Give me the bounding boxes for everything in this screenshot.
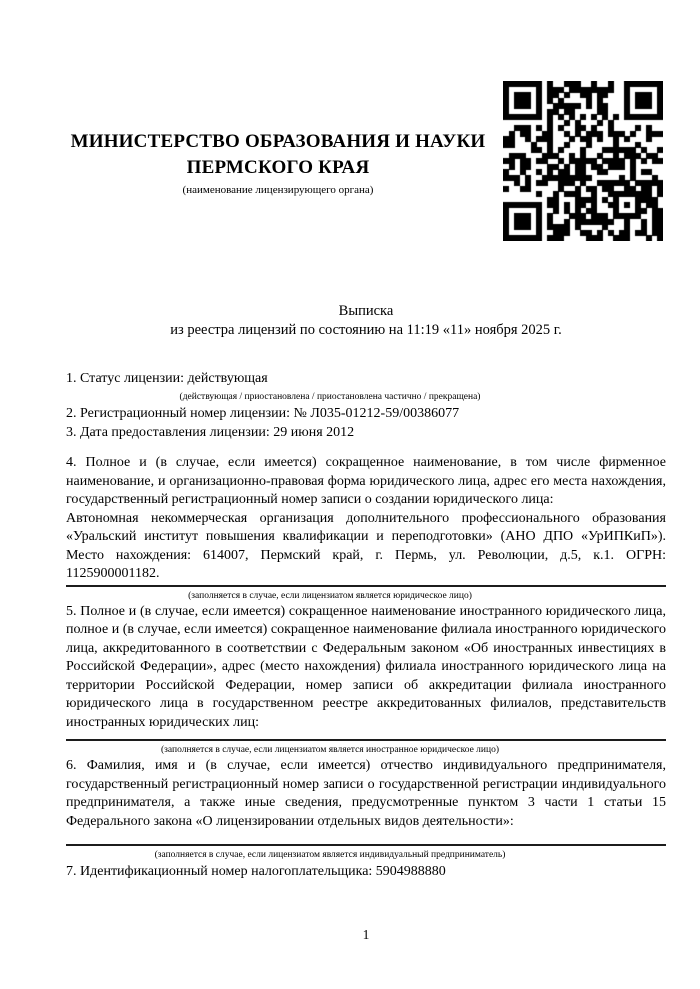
taxpayer-id: 7. Идентификационный номер налогоплательщика: 5904988880 <box>66 864 446 879</box>
license-status-caption: (действующая / приостановлена / приостановлена частично / прекращена) <box>179 392 481 402</box>
ministry-caption: (наименование лицензирующего органа) <box>182 184 374 196</box>
page-number: 1 <box>362 927 370 942</box>
entrepreneur-blank-line <box>66 831 666 846</box>
licensee-legal-entity-section <box>66 454 666 587</box>
ministry-name-line1: МИНИСТЕРСТВО ОБРАЗОВАНИЯ И НАУКИ <box>70 131 486 152</box>
license-status: 1. Статус лицензии: действующая <box>66 371 268 386</box>
legal-entity-details: Автономная некоммерческая организация дополнительного профессионального образования «Уральский институт повышения квалификации и переподготовки» (АНО ДПО «УрИПКиП»). Место нахождения: 614007, Пермский край, г. Пермь, ул. Революции, д.5, к.1. ОГРН: 1125900001182. <box>66 510 666 581</box>
foreign-entity-blank-line <box>66 732 666 741</box>
foreign-entity-caption: (заполняется в случае, если лицензиатом является иностранное юридическое лицо) <box>161 745 499 755</box>
entrepreneur-caption: (заполняется в случае, если лицензиатом является индивидуальный предприниматель) <box>154 850 506 860</box>
document-title-line2: из реестра лицензий по состоянию на 11:19 «11» ноября 2025 г. <box>170 322 562 338</box>
license-registration-number: 2. Регистрационный номер лицензии: № Л035-01212-59/00386077 <box>66 406 460 421</box>
ministry-name-line2: ПЕРМСКОГО КРАЯ <box>186 157 370 178</box>
legal-entity-caption: (заполняется в случае, если лицензиатом является юридическое лицо) <box>188 590 472 601</box>
document-body <box>66 369 666 881</box>
document-title-line1: Выписка <box>338 303 394 319</box>
license-grant-date: 3. Дата предоставления лицензии: 29 июня 2012 <box>66 425 355 440</box>
issuing-authority-header <box>66 129 490 197</box>
qr-code-icon <box>503 81 663 241</box>
foreign-entity-section: 5. Полное и (в случае, если имеется) сокращенное наименование иностранного юридического лица, полное и (в случае, если имеется) сокращенное наименование филиала иностранного юридического лица, аккредитованного в соответствии с Федеральным законом «Об иностранных инвестициях в Российской Федерации», адрес (место нахождения) филиала иностранного юридического лица на территории Российской Федерации, номер записи об аккредитации филиала иностранного юридического лица в государственном реестре аккредитованных филиалов, представительств иностранных юридических лиц: <box>66 603 666 730</box>
entrepreneur-section: 6. Фамилия, имя и (в случае, если имеется) отчество индивидуального предпринимателя, государственный регистрационный номер записи о государственной регистрации индивидуального предпринимателя, а также иные сведения, предусмотренные пунктом 3 части 1 статьи 15 Федерального закона «О лицензировании отдельных видов деятельности»: <box>66 758 666 829</box>
document-title <box>66 302 666 340</box>
legal-entity-intro: 4. Полное и (в случае, если имеется) сокращенное наименование, в том числе фирменное наименование, и организационно-правовая форма юридического лица, адрес его места нахождения, государственный регистрационный номер записи о создании юридического лица: <box>66 455 666 507</box>
